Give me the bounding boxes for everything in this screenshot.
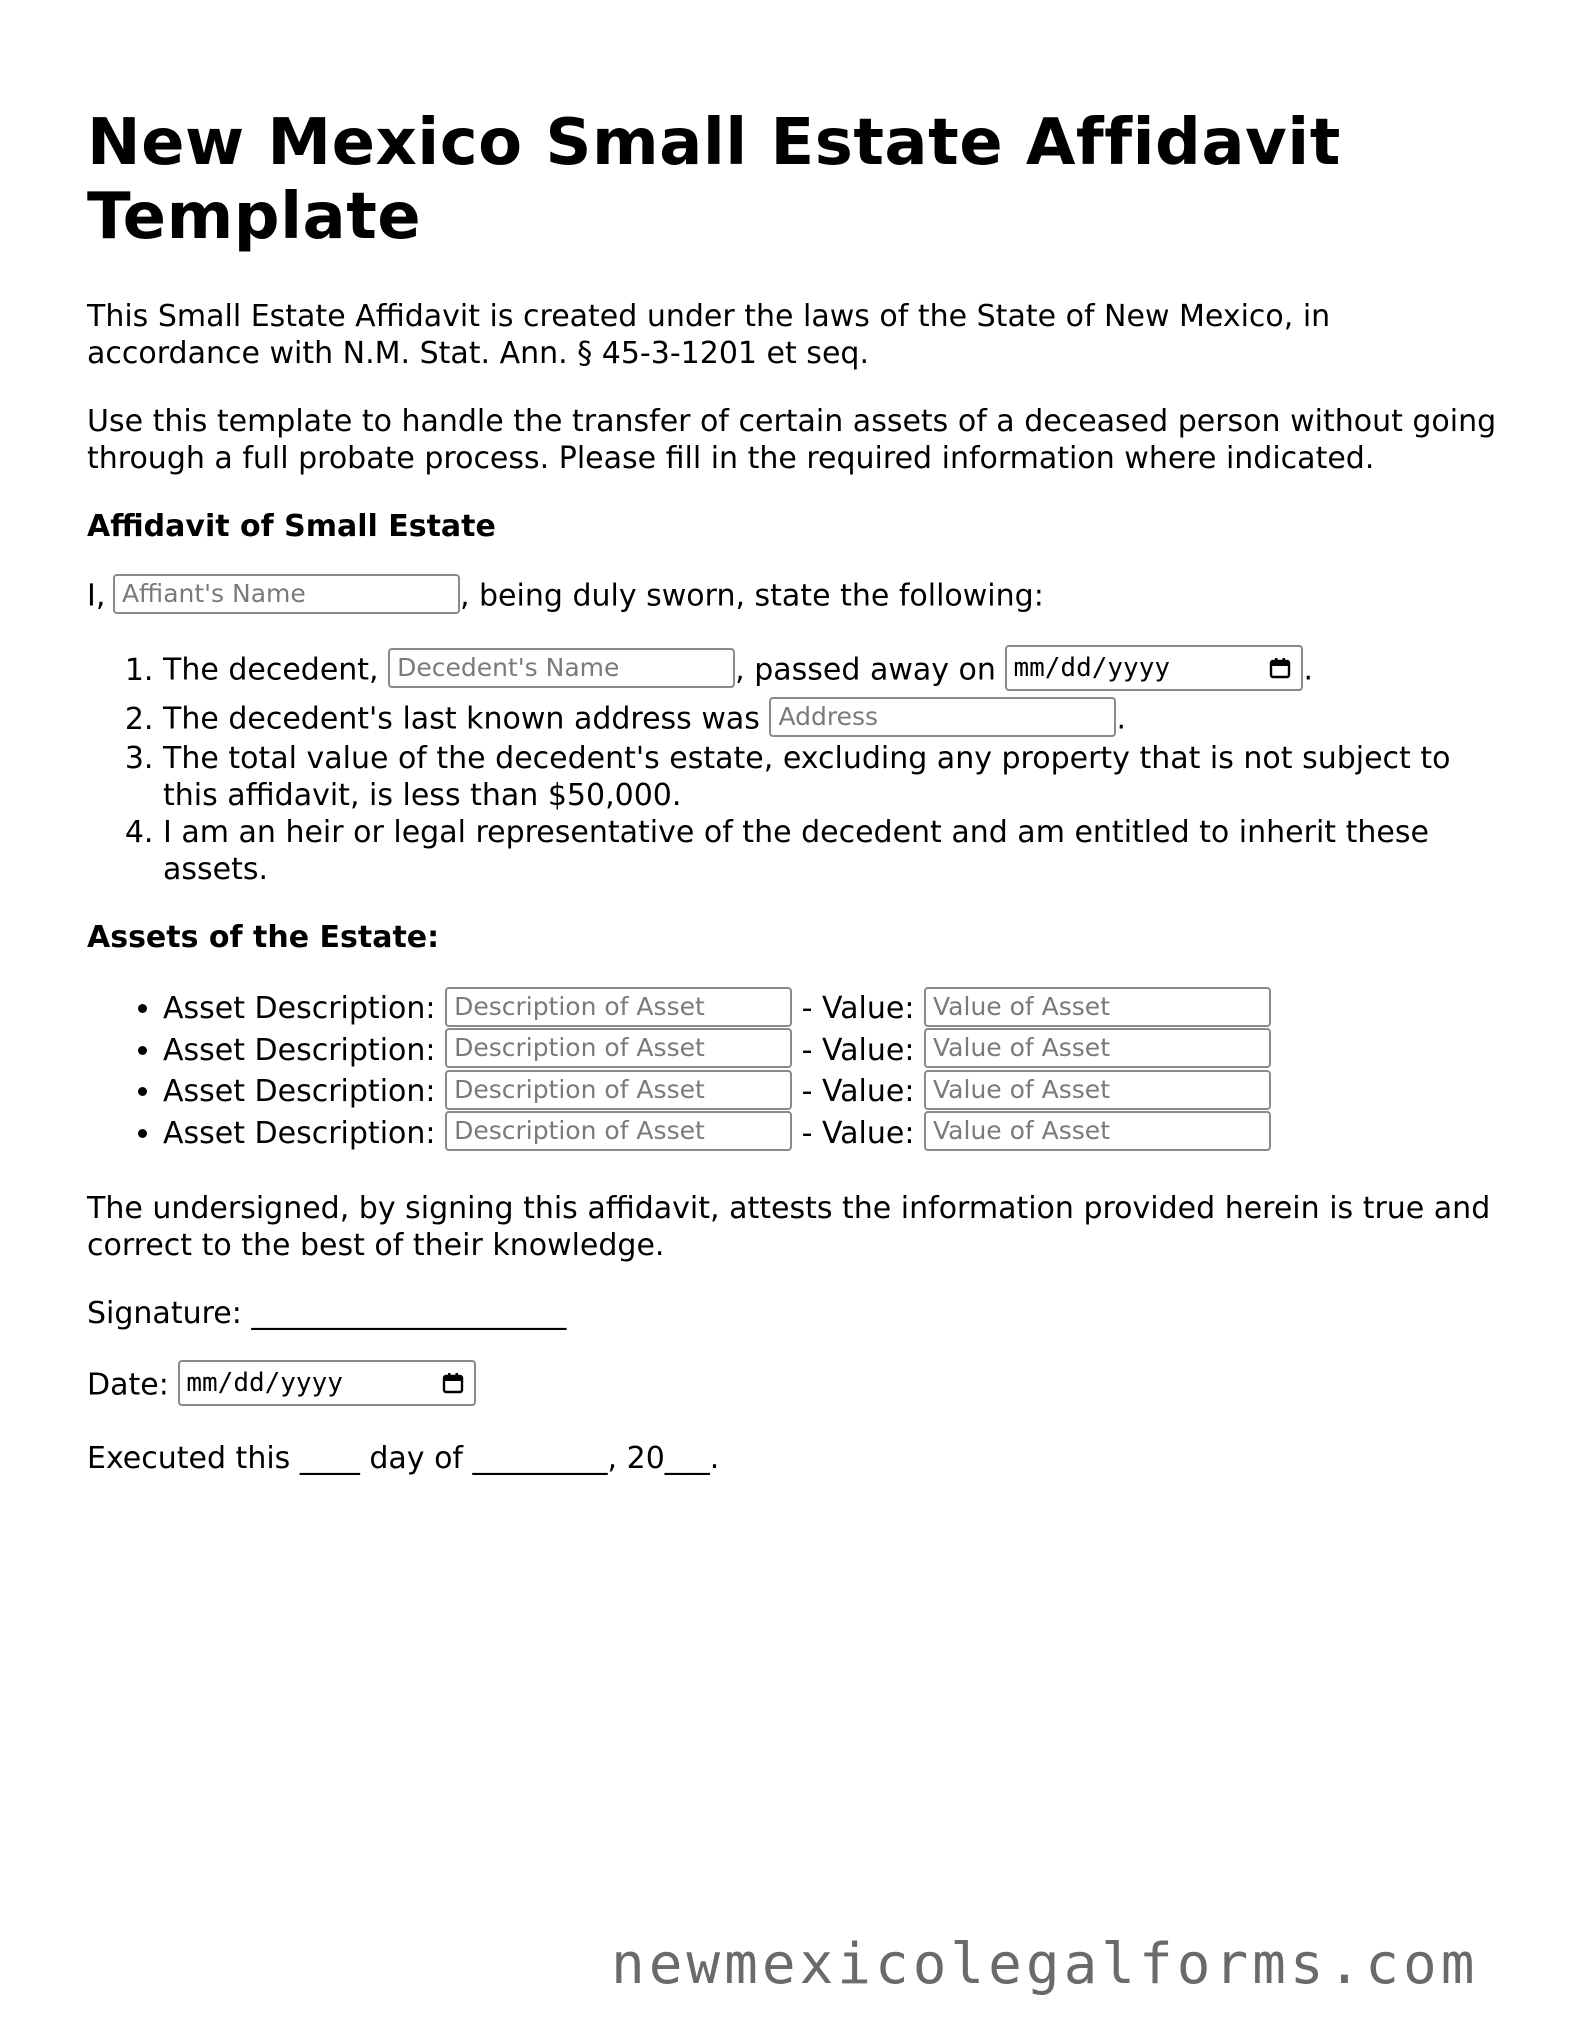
intro-paragraph-instructions: Use this template to handle the transfer of certain assets of a deceased person without going through a full probate process. Please fill in the required information where indicated. bbox=[87, 404, 1497, 476]
asset-value-label: - Value: bbox=[801, 1074, 915, 1109]
asset-row bbox=[163, 1030, 1507, 1072]
death-date-value: mm/dd/yyyy bbox=[1013, 652, 1171, 683]
asset-description-label: Asset Description: bbox=[163, 1032, 436, 1068]
asset-value-input[interactable]: Value of Asset bbox=[924, 1028, 1271, 1068]
asset-row bbox=[163, 1071, 1507, 1113]
statement-2-prefix: The decedent's last known address was bbox=[163, 701, 760, 737]
asset-value-input[interactable]: Value of Asset bbox=[924, 1111, 1271, 1151]
attestation-paragraph: The undersigned, by signing this affidavit, attests the information provided herein is true and correct to the best of their knowledge. bbox=[87, 1191, 1491, 1263]
asset-description-label: Asset Description: bbox=[163, 1115, 436, 1151]
affiant-suffix: , being duly sworn, state the following: bbox=[459, 578, 1044, 614]
asset-description-input[interactable]: Description of Asset bbox=[445, 1111, 792, 1151]
signature-date-value: mm/dd/yyyy bbox=[186, 1367, 343, 1398]
date-line bbox=[87, 1363, 1507, 1409]
asset-description-input[interactable]: Description of Asset bbox=[445, 1070, 792, 1110]
asset-value-label: - Value: bbox=[801, 991, 915, 1026]
statement-1-prefix: The decedent, bbox=[163, 652, 379, 688]
assets-list bbox=[87, 988, 1507, 1154]
statement-decedent-death bbox=[163, 648, 1507, 694]
calendar-icon[interactable] bbox=[1269, 657, 1291, 679]
page-title: New Mexico Small Estate Affidavit Template bbox=[87, 106, 1341, 254]
assets-section-heading: Assets of the Estate: bbox=[87, 920, 440, 955]
executed-line: Executed this ____ day of _________, 20___. bbox=[87, 1441, 720, 1476]
asset-value-label: - Value: bbox=[801, 1032, 915, 1068]
affiant-line bbox=[87, 577, 1507, 617]
asset-value-input[interactable]: Value of Asset bbox=[924, 1070, 1271, 1110]
asset-description-input[interactable]: Description of Asset bbox=[445, 1028, 792, 1068]
statement-1-suffix: . bbox=[1303, 652, 1314, 688]
death-date-input[interactable] bbox=[1005, 645, 1303, 691]
asset-row bbox=[163, 1113, 1507, 1155]
signature-line: Signature: _____________________ bbox=[87, 1296, 567, 1331]
statements-list bbox=[87, 648, 1507, 888]
statement-heir: 4. I am an heir or legal representative of the decedent and am entitled to inherit these assets. bbox=[163, 814, 1507, 888]
asset-description-label: Asset Description: bbox=[163, 1074, 436, 1109]
asset-row bbox=[163, 988, 1507, 1030]
affidavit-document bbox=[87, 106, 1507, 1508]
statement-decedent-address bbox=[163, 700, 1507, 740]
statement-2-suffix: . bbox=[1116, 701, 1126, 737]
site-watermark: newmexicolegalforms.com bbox=[611, 1932, 1479, 1997]
intro-paragraph-law: This Small Estate Affidavit is created under the laws of the State of New Mexico, in accordance with N.M. Stat. Ann. § 45-3-1201 et seq. bbox=[87, 299, 1331, 371]
statement-1-middle: , passed away on bbox=[735, 652, 996, 688]
asset-description-label: Asset Description: bbox=[163, 991, 436, 1026]
address-input[interactable]: Address bbox=[769, 697, 1116, 737]
calendar-icon[interactable] bbox=[442, 1372, 464, 1394]
asset-value-input[interactable]: Value of Asset bbox=[924, 987, 1271, 1027]
asset-description-input[interactable]: Description of Asset bbox=[445, 987, 792, 1027]
date-label: Date: bbox=[87, 1367, 169, 1403]
statement-estate-value: 3. The total value of the decedent's estate, excluding any property that is not subject to this affidavit, is less than $50,000. bbox=[163, 740, 1507, 814]
decedent-name-input[interactable]: Decedent's Name bbox=[388, 648, 735, 688]
signature-date-input[interactable] bbox=[178, 1360, 476, 1406]
affiant-name-input[interactable]: Affiant's Name bbox=[113, 574, 460, 614]
asset-value-label: - Value: bbox=[801, 1115, 915, 1151]
affidavit-section-heading: Affidavit of Small Estate bbox=[87, 509, 496, 544]
affiant-prefix: I, bbox=[87, 578, 106, 614]
